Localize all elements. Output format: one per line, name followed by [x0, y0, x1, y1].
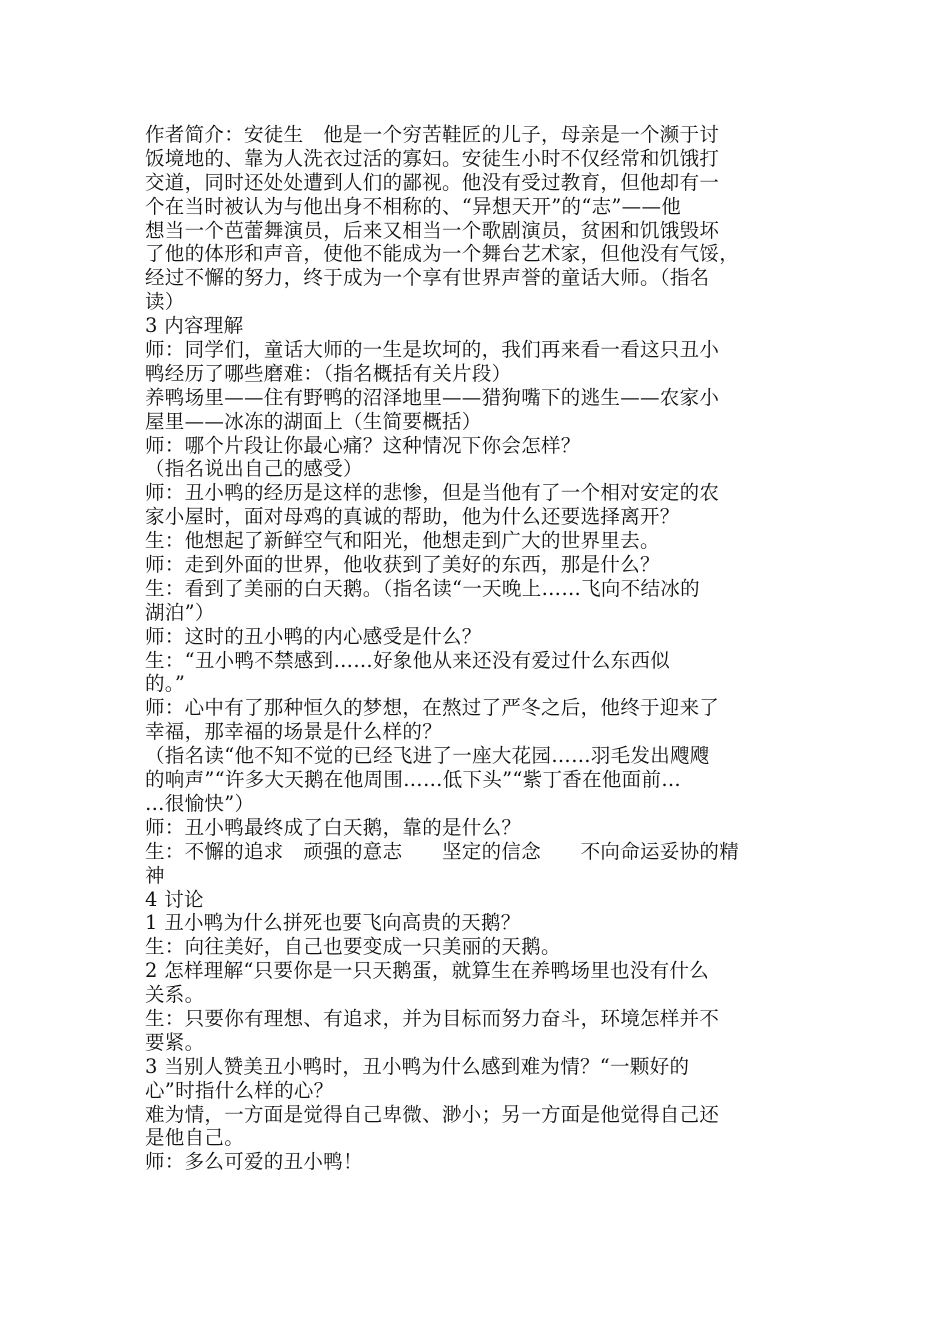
- text-line: 师：走到外面的世界，他收获到了美好的东西，那是什么？: [145, 553, 660, 577]
- text-line: 生：看到了美丽的白天鹅。（指名读“一天晚上……飞向不结冰的: [145, 576, 700, 600]
- text-line: 要紧。: [145, 1030, 205, 1054]
- text-line: 师：哪个片段让你最心痛？这种情况下你会怎样？: [145, 433, 581, 457]
- text-line: 经过不懈的努力，终于成为一个享有世界声誉的童话大师。（指名: [145, 266, 710, 290]
- text-line: 生：“丑小鸭不禁感到……好象他从来还没有爱过什么东西似: [145, 648, 671, 672]
- text-line: 师：同学们，童话大师的一生是坎坷的，我们再来看一看这只丑小: [145, 338, 720, 362]
- text-line: 2 怎样理解“只要你是一只天鹅蛋，就算生在养鸭场里也没有什么: [145, 959, 710, 983]
- text-line: 饭境地的、靠为人洗衣过活的寡妇。安徒生小时不仅经常和饥饿打: [145, 146, 720, 170]
- text-line: 养鸭场里——住有野鸭的沼泽地里——猎狗嘴下的逃生——农家小: [145, 385, 720, 409]
- text-line: 的响声”“许多大天鹅在他周围……低下头”“紫丁香在他面前…: [145, 768, 682, 792]
- text-line: 生：不懈的追求 顽强的意志 坚定的信念 不向命运妥协的精: [145, 839, 740, 863]
- text-line: 作者简介：安徒生 他是一个穷苦鞋匠的儿子，母亲是一个濒于讨: [145, 123, 720, 146]
- text-line: 了他的体形和声音，使他不能成为一个舞台艺术家，但他没有气馁，: [145, 242, 740, 266]
- text-line: 师：丑小鸭的经历是这样的悲惨，但是当他有了一个相对安定的农: [145, 481, 720, 505]
- text-line: 1 丑小鸭为什么拼死也要飞向高贵的天鹅？: [145, 911, 521, 935]
- text-line: 生：他想起了新鲜空气和阳光，他想走到广大的世界里去。: [145, 529, 660, 553]
- text-line: 交道，同时还处处遭到人们的鄙视。他没有受过教育，但他却有一: [145, 170, 720, 194]
- text-line: 师：多么可爱的丑小鸭！: [145, 1150, 363, 1174]
- text-line: 3 当别人赞美丑小鸭时，丑小鸭为什么感到难为情？“一颗好的: [145, 1054, 690, 1078]
- text-line: …很愉快”）: [145, 791, 255, 815]
- text-line: 幸福，那幸福的场景是什么样的？: [145, 720, 443, 744]
- text-line: 鸭经历了哪些磨难：（指名概括有关片段）: [145, 361, 512, 385]
- text-line: 师：丑小鸭最终成了白天鹅，靠的是什么？: [145, 815, 522, 839]
- text-line: 师：心中有了那种恒久的梦想，在熬过了严冬之后，他终于迎来了: [145, 696, 720, 720]
- text-line: 读）: [145, 290, 185, 314]
- text-line: 生：只要你有理想、有追求，并为目标而努力奋斗，环境怎样并不: [145, 1006, 720, 1030]
- text-line: 家小屋时，面对母鸡的真诚的帮助，他为什么还要选择离开？: [145, 505, 680, 529]
- text-line: （指名说出自己的感受）: [145, 457, 363, 481]
- text-line: 湖泊”）: [145, 600, 215, 624]
- text-line: 屋里——冰冻的湖面上（生简要概括）: [145, 409, 482, 433]
- text-line: 神: [145, 863, 165, 887]
- text-line: 想当一个芭蕾舞演员，后来又相当一个歌剧演员，贫困和饥饿毁坏: [145, 218, 720, 242]
- text-line: 师：这时的丑小鸭的内心感受是什么？: [145, 624, 482, 648]
- section-heading: 3 内容理解: [145, 314, 244, 338]
- text-line: 的。”: [145, 672, 186, 696]
- text-line: 难为情，一方面是觉得自己卑微、渺小；另一方面是他觉得自己还: [145, 1102, 720, 1126]
- text-line: （指名读“他不知不觉的已经飞进了一座大花园……羽毛发出飕飕: [145, 744, 710, 768]
- text-line: 心”时指什么样的心？: [145, 1078, 334, 1102]
- text-line: 生：向往美好，自己也要变成一只美丽的天鹅。: [145, 935, 561, 959]
- text-line: 关系。: [145, 983, 205, 1007]
- document-body: [145, 123, 807, 1174]
- text-line: 个在当时被认为与他出身不相称的、“异想天开”的“志”——他: [145, 194, 682, 218]
- text-line: 是他自己。: [145, 1126, 245, 1150]
- section-heading: 4 讨论: [145, 887, 204, 911]
